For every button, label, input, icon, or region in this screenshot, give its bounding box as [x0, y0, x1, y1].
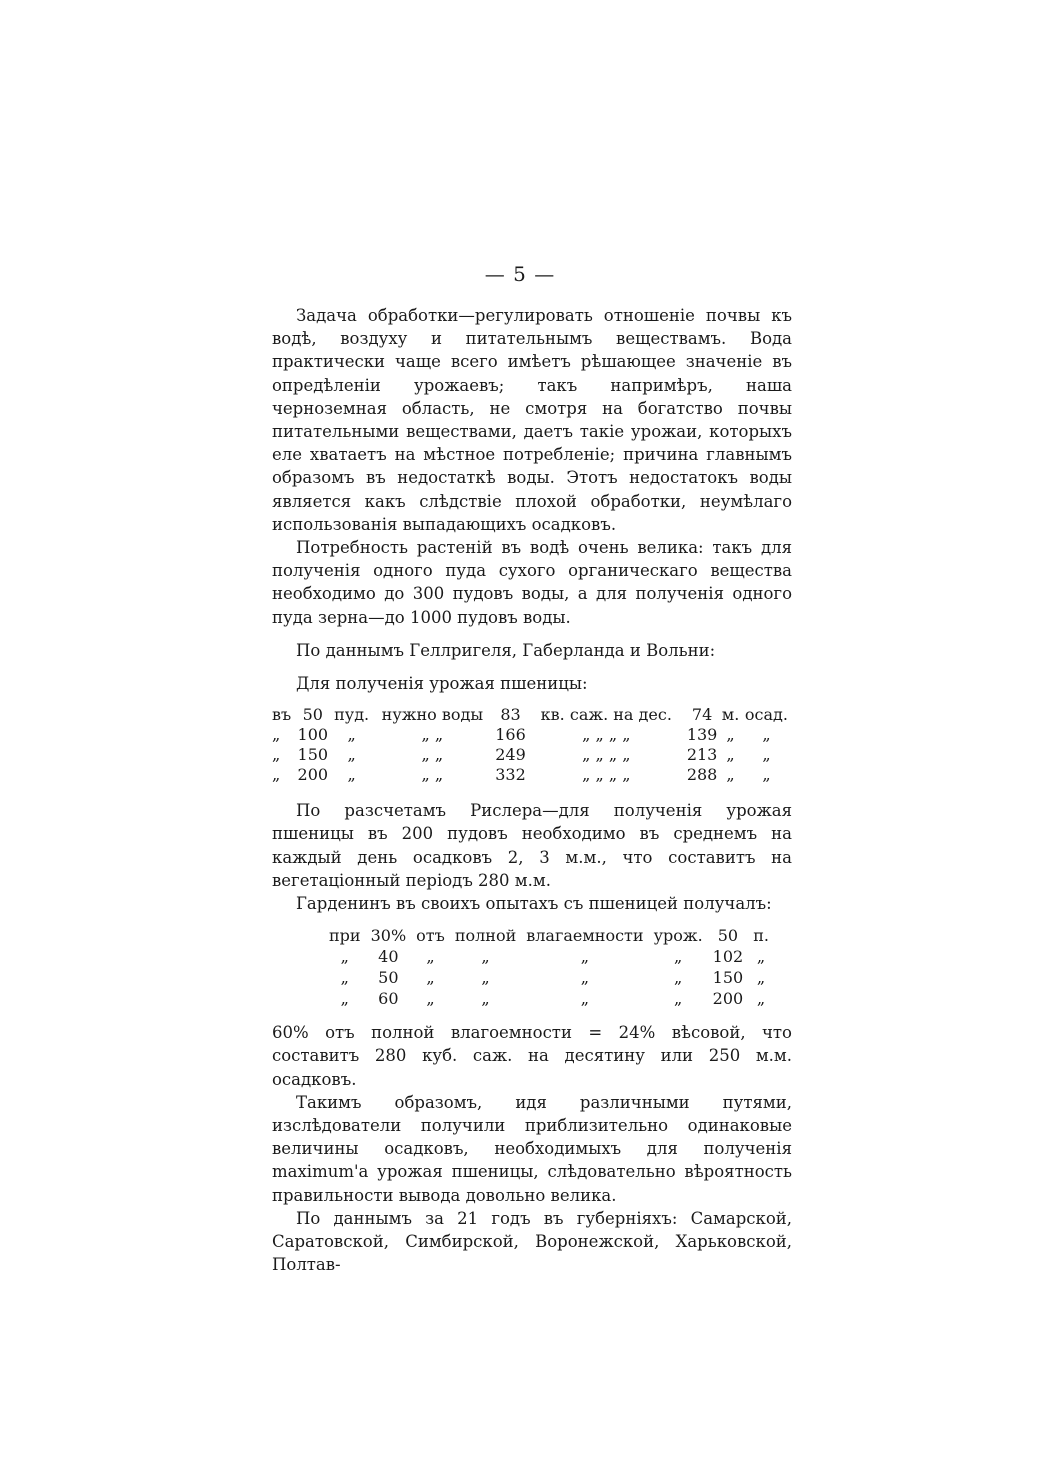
table-cell: урож. [653, 926, 703, 946]
table-cell: 102 [712, 947, 744, 967]
page-number: — 5 — [484, 262, 556, 286]
table-cell: 50 [378, 968, 399, 988]
table-cell: „ [726, 745, 735, 765]
table-cell: 50 [717, 926, 739, 946]
table-cell: „ [347, 745, 356, 765]
table-cell: 30% [370, 926, 407, 946]
table-cell: 50 [302, 705, 323, 725]
table-cell: „ [762, 745, 771, 765]
table-cell: „ [272, 745, 281, 765]
table-cell: „ [726, 725, 735, 745]
paragraph-1: Задача обработки—регулировать отношеніе почвы къ водѣ, воздуху и питательнымъ веществамъ. Вода практически чаще всего имѣетъ рѣшающее значеніе въ опредѣленіи урожаевъ; такъ напримѣръ, наша черноземная область, не смотря на богатство почвы питательными веществами, даетъ такіе урожаи, которыхъ еле хватаетъ на мѣстное потребленіе; причина главнымъ образомъ въ недостаткѣ воды. Этотъ недостатокъ воды является какъ слѣдствіе плохой обработки, неумѣлаго использованія выпадающихъ осадковъ. [272, 306, 792, 534]
table-cell: „ „ „ „ [582, 745, 631, 765]
table-cell: „ [272, 765, 281, 785]
table-cell: нужно воды [381, 705, 484, 725]
table-cell: „ „ [421, 745, 444, 765]
table-cell: „ [481, 947, 490, 967]
table-row [324, 967, 774, 988]
table-cell: 83 [500, 705, 521, 725]
table-cell: 200 [712, 989, 744, 1009]
table-cell: „ [756, 968, 766, 988]
paragraph-4: Для полученія урожая пшеницы: [296, 674, 588, 694]
table-cell: „ [347, 765, 356, 785]
table-cell: „ [340, 947, 349, 967]
paragraph-3: По даннымъ Геллригеля, Габерланда и Вольни: [296, 640, 716, 660]
table-cell: „ „ „ „ [582, 725, 631, 745]
table-cell: „ [762, 765, 771, 785]
table-cell: 213 [686, 745, 718, 765]
table-cell: „ [756, 947, 766, 967]
table-cell: 249 [495, 745, 526, 765]
table-cell: 100 [297, 725, 329, 745]
table-row [272, 705, 792, 725]
table-cell: „ [762, 725, 771, 745]
table-cell: „ [481, 989, 490, 1009]
table-cell: при [329, 926, 361, 946]
yield-water-table [272, 705, 792, 785]
table-cell: 74 [691, 705, 713, 725]
paragraph-9: По даннымъ за 21 годъ въ губерніяхъ: Самарской, Саратовской, Симбирской, Воронежской, Харьковской, Полтав- [272, 1208, 792, 1275]
table-cell: „ [580, 989, 590, 1009]
text-column [272, 304, 792, 1277]
table-cell: „ [673, 947, 683, 967]
table-cell: влагаемности [526, 926, 644, 946]
table-cell: „ „ „ „ [582, 765, 631, 785]
moisture-yield-table [324, 925, 774, 1009]
table-cell: 150 [712, 968, 744, 988]
table-cell: „ [426, 968, 435, 988]
table-cell: „ [481, 968, 490, 988]
table-cell: „ [340, 989, 349, 1009]
table-cell: „ „ [421, 725, 444, 745]
paragraph-2: Потребность растеній въ водѣ очень велика: такъ для полученія одного пуда сухого органическаго вещества необходимо до 300 пудовъ воды, а для полученія одного пуда зерна—до 1000 пудовъ воды. [272, 538, 792, 627]
table-row [272, 725, 792, 745]
table-cell: „ [340, 968, 349, 988]
table-cell: отъ [416, 926, 445, 946]
table-cell: 200 [297, 765, 329, 785]
table-cell: 40 [378, 947, 399, 967]
table-cell: „ „ [421, 765, 444, 785]
paragraph-6: Гарденинъ въ своихъ опытахъ съ пшеницей получалъ: [296, 894, 772, 914]
table-row [272, 765, 792, 785]
table-cell: осад. [744, 705, 788, 725]
table-cell: „ [673, 989, 683, 1009]
table-cell: „ [580, 947, 590, 967]
table-cell: 60 [378, 989, 399, 1009]
table-cell: 150 [297, 745, 329, 765]
table-cell: 166 [495, 725, 526, 745]
table-cell: „ [756, 989, 766, 1009]
table-cell: „ [726, 765, 735, 785]
table-cell: „ [580, 968, 590, 988]
table-cell: 332 [495, 765, 526, 785]
table-cell: полной [454, 926, 517, 946]
table-cell: „ [673, 968, 683, 988]
paragraph-5: По разсчетамъ Рислера—для полученія урожая пшеницы въ 200 пудовъ необходимо въ среднемъ на каждый день осадковъ 2, 3 м.м., что составитъ на вегетаціонный періодъ 280 м.м. [272, 801, 792, 890]
table-cell: „ [426, 989, 435, 1009]
table-cell: м. [721, 705, 740, 725]
table-cell: „ [426, 947, 435, 967]
table-row [272, 745, 792, 765]
table-cell: „ [272, 725, 281, 745]
table-cell: 139 [686, 725, 718, 745]
table-cell: 288 [686, 765, 718, 785]
table-row [324, 988, 774, 1009]
table-row [324, 925, 774, 946]
table-cell: въ [272, 705, 292, 725]
table-row [324, 946, 774, 967]
table-cell: кв. саж. на дес. [540, 705, 672, 725]
paragraph-7: 60% отъ полной влагоемности = 24% вѣсовой, что составитъ 280 куб. саж. на десятину или 250 м.м. осадковъ. [272, 1023, 792, 1089]
table-cell: пуд. [334, 705, 370, 725]
table-cell: п. [753, 926, 769, 946]
table-cell: „ [347, 725, 356, 745]
paragraph-8: Такимъ образомъ, идя различными путями, изслѣдователи получили приблизительно одинаковые величины осадковъ, необходимыхъ для полученія maximum'а урожая пшеницы, слѣдовательно вѣроятность правильности вывода довольно велика. [272, 1092, 792, 1205]
